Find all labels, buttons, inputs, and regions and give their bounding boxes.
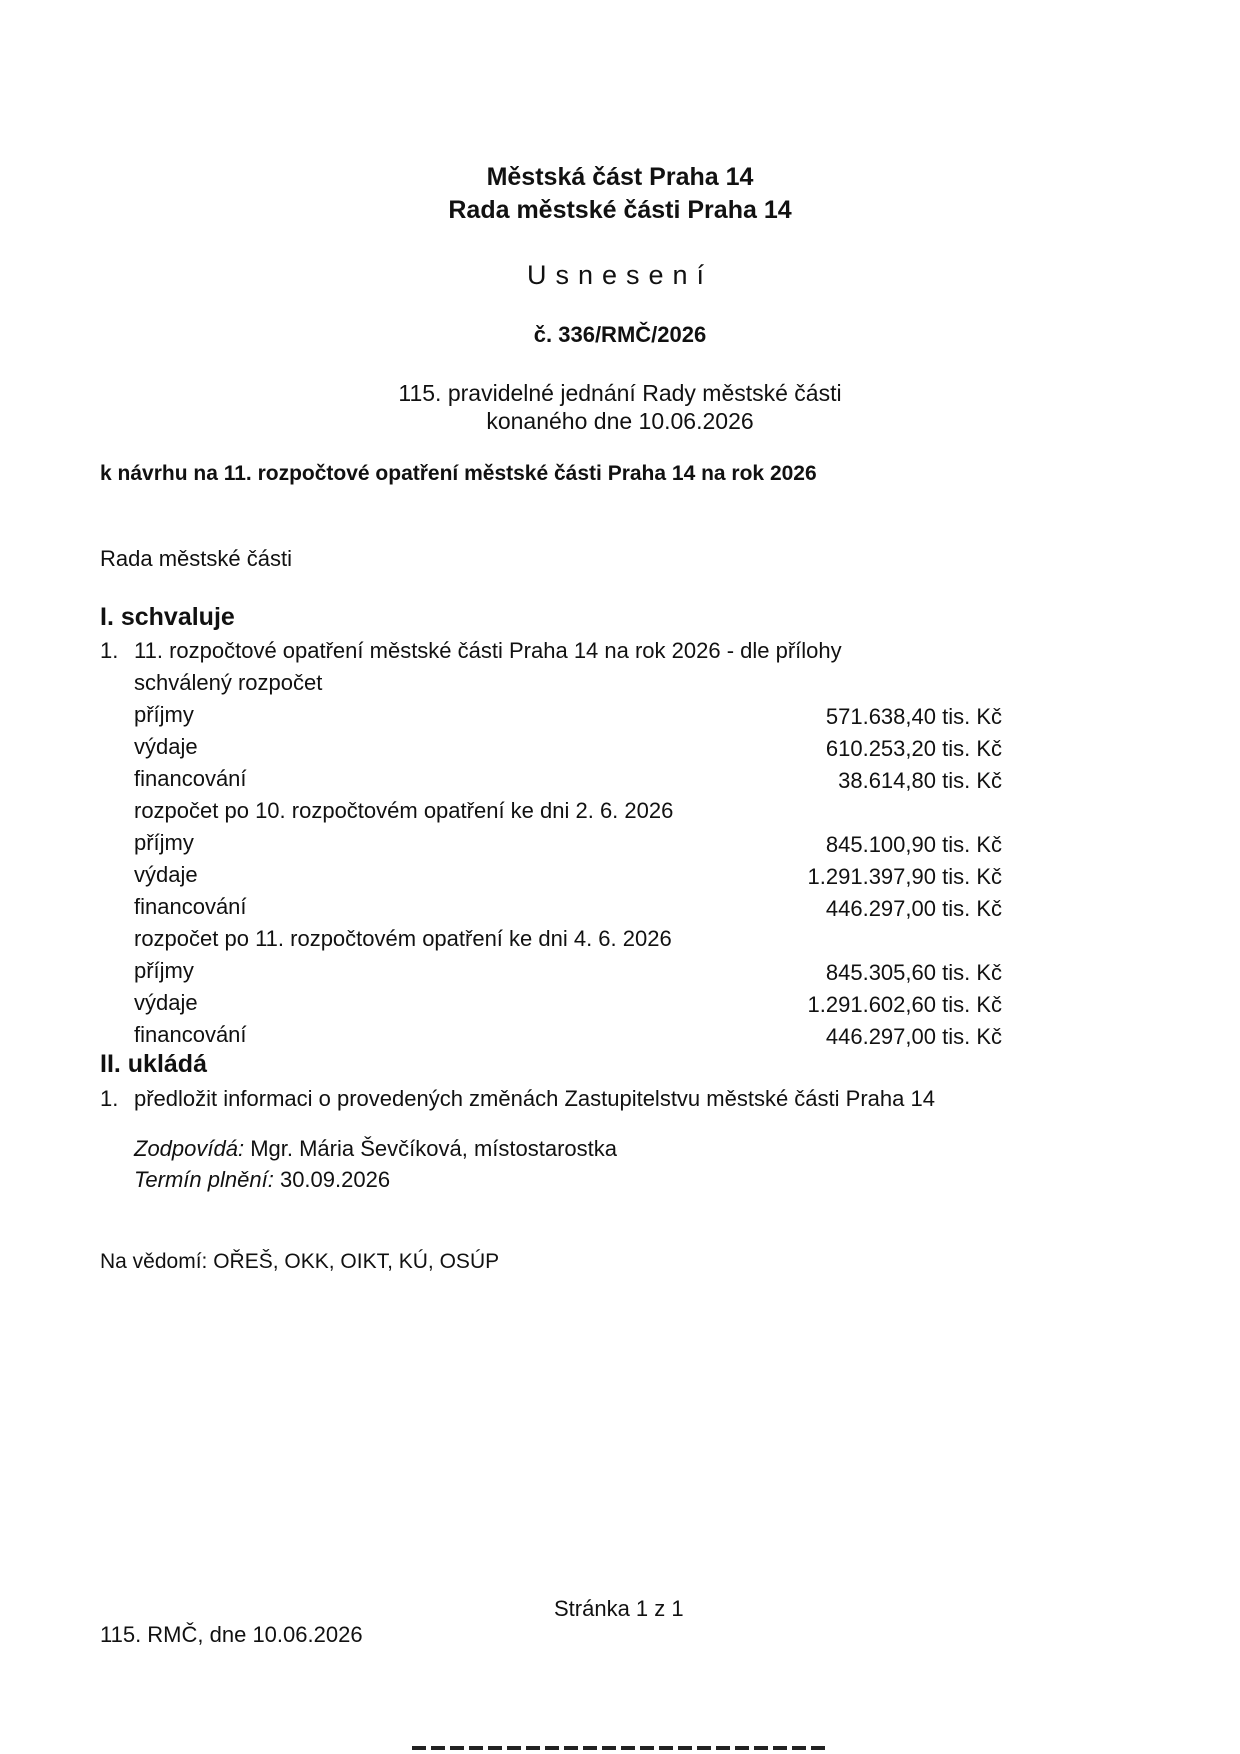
budget-row-label: výdaje [134, 862, 198, 887]
page-number: Stránka 1 z 1 [554, 1596, 684, 1621]
budget-row-value: 1.291.397,90 tis. Kč [807, 864, 1002, 889]
resolution-number: č. 336/RMČ/2026 [533, 322, 707, 347]
budget-row-label: financování [134, 766, 247, 791]
budget-row-value: 845.305,60 tis. Kč [825, 960, 1002, 985]
responsible-label: Zodpovídá: [134, 1136, 245, 1161]
meeting-line-2: konaného dne 10.06.2026 [486, 408, 754, 434]
section-2-heading: II. ukládá [100, 1050, 207, 1078]
municipality-title: Městská část Praha 14 [486, 163, 754, 191]
deadline-label: Termín plnění: [134, 1167, 274, 1192]
budget-title-approved: schválený rozpočet [134, 670, 323, 695]
section-1-item-text: 11. rozpočtové opatření městské části Praha 14 na rok 2026 - dle přílohy [134, 638, 842, 663]
budget-row-value: 610.253,20 tis. Kč [825, 736, 1002, 761]
bottom-divider [412, 1746, 828, 1750]
deadline-value: 30.09.2026 [279, 1167, 391, 1192]
council-title: Rada městské části Praha 14 [448, 196, 792, 224]
notice-recipients: Na vědomí: OŘEŠ, OKK, OIKT, KÚ, OSÚP [100, 1250, 500, 1273]
budget-row-label: příjmy [134, 958, 194, 983]
budget-row-label: financování [134, 894, 247, 919]
resolution-subject: k návrhu na 11. rozpočtové opatření městské části Praha 14 na rok 2026 [100, 462, 817, 485]
document-type: Usnesení [526, 260, 714, 290]
budget-row-label: výdaje [134, 734, 198, 759]
section-1-item-number: 1. [100, 638, 119, 663]
budget-row-value: 571.638,40 tis. Kč [825, 704, 1002, 729]
intro-text: Rada městské části [100, 546, 292, 571]
section-1-heading: I. schvaluje [100, 603, 235, 631]
budget-row-label: příjmy [134, 702, 194, 727]
footer-meeting: 115. RMČ, dne 10.06.2026 [100, 1622, 363, 1647]
budget-row-value: 446.297,00 tis. Kč [825, 1024, 1002, 1049]
budget-title-after-10: rozpočet po 10. rozpočtovém opatření ke dni 2. 6. 2026 [134, 798, 674, 823]
budget-title-after-11: rozpočet po 11. rozpočtovém opatření ke dni 4. 6. 2026 [134, 926, 672, 951]
section-2-item-number: 1. [100, 1086, 119, 1111]
budget-row-value: 446.297,00 tis. Kč [825, 896, 1002, 921]
budget-row-value: 38.614,80 tis. Kč [838, 768, 1002, 793]
budget-row-value: 1.291.602,60 tis. Kč [807, 992, 1002, 1017]
responsible-value: Mgr. Mária Ševčíková, místostarostka [250, 1136, 617, 1161]
budget-row-value: 845.100,90 tis. Kč [825, 832, 1002, 857]
budget-row-label: financování [134, 1022, 247, 1047]
deadline [134, 1167, 390, 1193]
responsible-person [134, 1136, 617, 1162]
budget-row-label: příjmy [134, 830, 194, 855]
budget-row-label: výdaje [134, 990, 198, 1015]
meeting-line-1: 115. pravidelné jednání Rady městské části [398, 380, 842, 406]
section-2-item-text: předložit informaci o provedených změnách Zastupitelstvu městské části Praha 14 [134, 1086, 935, 1111]
